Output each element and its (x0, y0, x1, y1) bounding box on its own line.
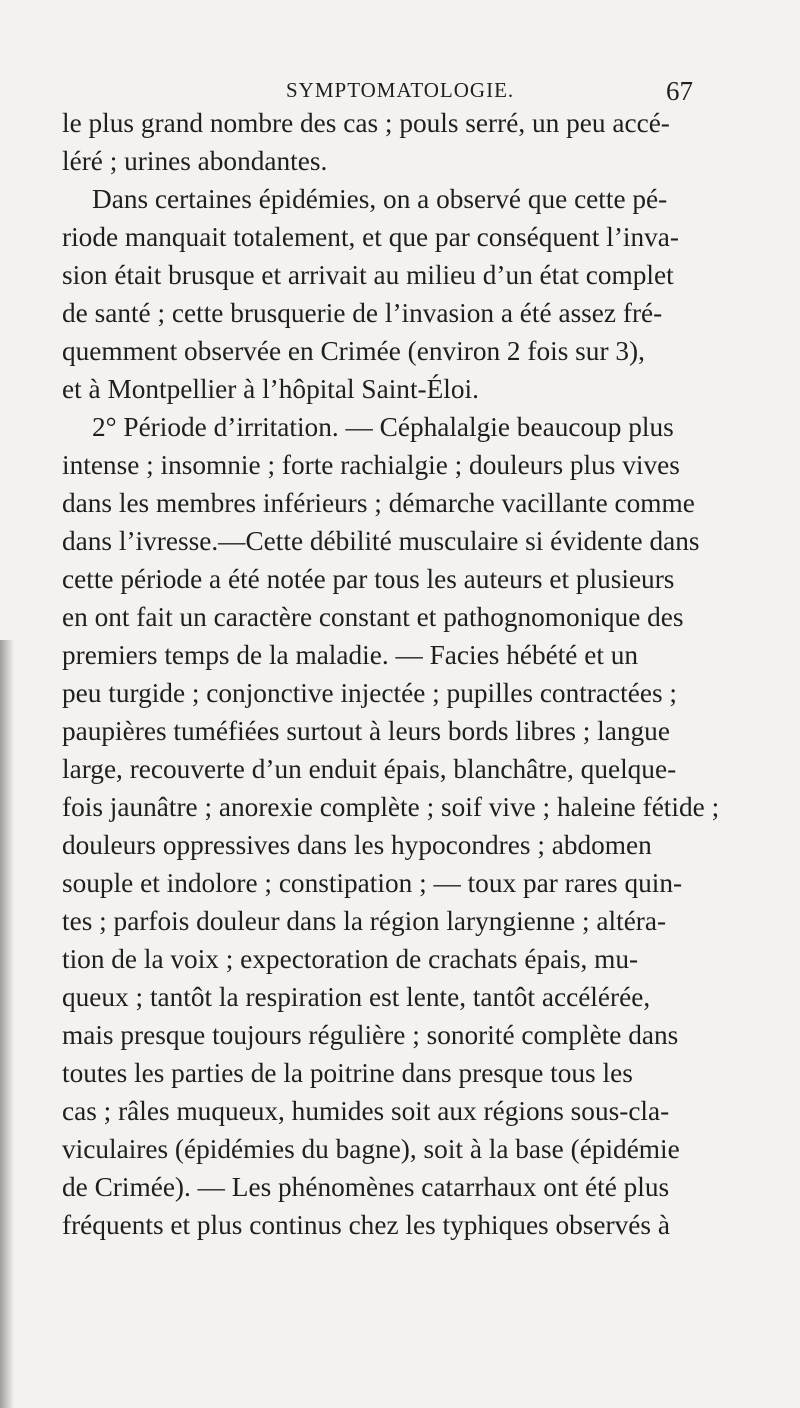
text-line: peu turgide ; conjonctive injectée ; pupilles contractées ; (62, 678, 677, 708)
text-line: toutes les parties de la poitrine dans presque tous les (62, 1058, 633, 1088)
text-line: dans les membres inférieurs ; démarche vacillante comme (62, 488, 695, 518)
text-line: large, recouverte d’un enduit épais, blanchâtre, quelque- (62, 754, 677, 784)
text-line: queux ; tantôt la respiration est lente, tantôt accélérée, (62, 982, 651, 1012)
text-line: quemment observée en Crimée (environ 2 fois sur 3), (62, 336, 645, 366)
text-line: tes ; parfois douleur dans la région laryngienne ; altéra- (62, 906, 667, 936)
text-line: paupières tuméfiées surtout à leurs bords libres ; langue (62, 716, 670, 746)
text-line: Dans certaines épidémies, on a observé que cette pé- (92, 184, 668, 214)
text-line: intense ; insomnie ; forte rachialgie ; douleurs plus vives (62, 450, 680, 480)
page-edge-shadow (0, 640, 14, 1408)
text-line: douleurs oppressives dans les hypocondres ; abdomen (62, 830, 652, 860)
text-line: sion était brusque et arrivait au milieu d’un état complet (62, 260, 674, 290)
text-line: 2° Période d’irritation. — Céphalalgie beaucoup plus (92, 412, 674, 442)
body-text (62, 104, 742, 1404)
text-line: le plus grand nombre des cas ; pouls serré, un peu accé- (62, 108, 670, 138)
text-line: fois jaunâtre ; anorexie complète ; soif vive ; haleine fétide ; (62, 792, 720, 822)
text-line: dans l’ivresse.—Cette débilité musculaire si évidente dans (62, 526, 700, 556)
running-title: SYMPTOMATOLOGIE. (286, 78, 515, 102)
text-line: mais presque toujours régulière ; sonorité complète dans (62, 1020, 679, 1050)
text-line: souple et indolore ; constipation ; — toux par rares quin- (62, 868, 683, 898)
text-line: premiers temps de la maladie. — Facies hébété et un (62, 640, 639, 670)
text-line: de santé ; cette brusquerie de l’invasion a été assez fré- (62, 298, 663, 328)
text-line: cette période a été notée par tous les auteurs et plusieurs (62, 564, 675, 594)
text-line: de Crimée). — Les phénomènes catarrhaux ont été plus (62, 1172, 670, 1202)
text-line: viculaires (épidémies du bagne), soit à la base (épidémie (62, 1134, 680, 1164)
text-line: fréquents et plus continus chez les typhiques observés à (62, 1210, 670, 1240)
text-line: riode manquait totalement, et que par conséquent l’inva- (62, 222, 679, 252)
text-line: et à Montpellier à l’hôpital Saint-Éloi. (62, 374, 479, 404)
page-number: 67 (666, 76, 693, 106)
text-line: tion de la voix ; expectoration de crachats épais, mu- (62, 944, 639, 974)
text-line: léré ; urines abondantes. (62, 146, 328, 176)
text-line: en ont fait un caractère constant et pathognomonique des (62, 602, 684, 632)
text-line: cas ; râles muqueux, humides soit aux régions sous-cla- (62, 1096, 670, 1126)
